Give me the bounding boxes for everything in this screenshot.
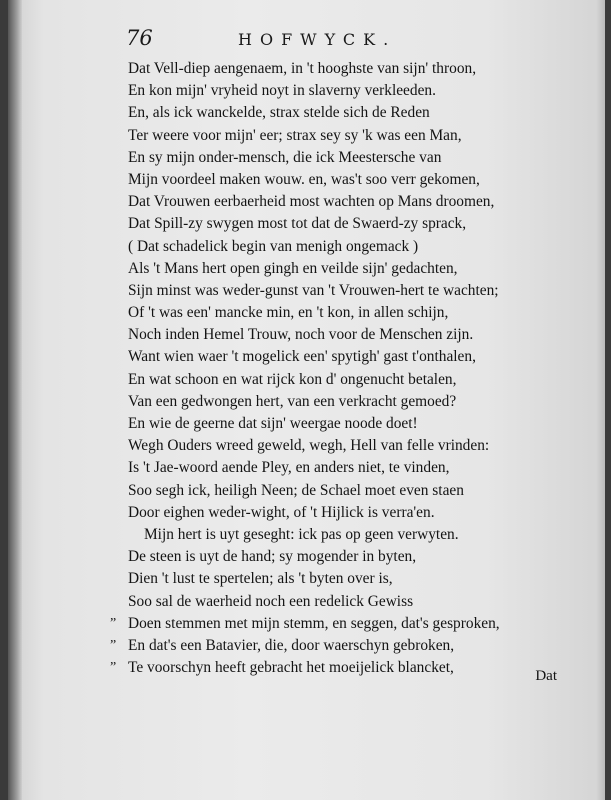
poem-line: [128, 213, 568, 235]
poem-line: [128, 191, 568, 213]
page-edge: [597, 0, 605, 800]
poem-line-text: De steen is uyt de hand; sy mogender in byten,: [128, 548, 417, 566]
poem-line: [128, 346, 568, 368]
poem-line: [128, 169, 568, 191]
quotation-mark: ”: [110, 637, 117, 653]
poem-line: [128, 324, 568, 346]
poem-line: [128, 302, 568, 324]
poem-line-text: Ter weere voor mijn' eer; strax sey sy 'k was een Man,: [128, 126, 462, 144]
poem-line-text: En wie de geerne dat sijn' weergae noode doet!: [128, 415, 418, 432]
book-page: [8, 0, 605, 800]
poem-line-text: Als 't Mans hert open gingh en veilde sijn' gedachten,: [128, 259, 458, 277]
poem-line-text: Noch inden Hemel Trouw, noch voor de Menschen zijn.: [128, 326, 474, 344]
poem-line-text: Mijn voordeel maken wouw. en, was't soo verr gekomen,: [128, 170, 480, 188]
poem-line-text: Door eighen weder-wight, of 't Hijlick is verra'en.: [128, 503, 435, 521]
poem-line-text: Van een gedwongen hert, van een verkracht gemoed?: [128, 392, 457, 410]
poem-line-text: En kon mijn' vryheid noyt in slaverny verkleeden.: [128, 82, 436, 100]
poem-text: [110, 58, 568, 679]
catchword: Dat: [535, 668, 557, 684]
poem-line: [128, 502, 568, 524]
poem-line-text: En dat's een Batavier, die, door waerschyn gebroken,: [128, 636, 455, 654]
poem-line: [128, 435, 568, 457]
poem-line: [128, 258, 568, 280]
poem-line-text: Soo segh ick, heiligh Neen; de Schael moet even staen: [128, 481, 464, 499]
page-gutter: [8, 0, 22, 800]
quotation-mark: ”: [110, 615, 117, 631]
poem-line-text: Want wien waer 't mogelick een' spytigh' gast t'onthalen,: [128, 348, 476, 366]
poem-line-text: Soo sal de waerheid noch een redelick Gewiss: [128, 592, 414, 610]
poem-line-text: Te voorschyn heeft gebracht het moeijelick blancket,: [128, 659, 454, 677]
poem-line-text: Wegh Ouders wreed geweld, wegh, Hell van felle vrinden:: [128, 437, 490, 455]
poem-line-text: En wat schoon en wat rijck kon d' ongenucht betalen,: [128, 370, 457, 388]
poem-line: [128, 413, 568, 435]
poem-line: [128, 102, 568, 124]
poem-line: [128, 147, 568, 169]
poem-line: [128, 457, 568, 479]
page-header: [126, 26, 506, 56]
poem-line-text: Is 't Jae-woord aende Pley, en anders niet, te vinden,: [128, 459, 450, 477]
poem-line-text: En sy mijn onder-mensch, die ick Meestersche van: [128, 148, 442, 166]
poem-line: [128, 480, 568, 502]
poem-line: [110, 613, 568, 635]
poem-line: [110, 635, 568, 657]
poem-line: [128, 236, 568, 258]
poem-line: [128, 58, 568, 80]
poem-line-text: Dien 't lust te spertelen; als 't byten over is,: [128, 570, 393, 588]
poem-line-text: Dat Spill-zy swygen most tot dat de Swaerd-zy sprack,: [128, 215, 467, 233]
poem-line-text: Sijn minst was weder-gunst van 't Vrouwen-hert te wachten;: [128, 281, 499, 299]
poem-line-text: Of 't was een' mancke min, en 't kon, in allen schijn,: [128, 304, 449, 322]
poem-line: [128, 546, 568, 568]
poem-line: [128, 80, 568, 102]
poem-line-text: ( Dat schadelick begin van menigh ongemack ): [128, 237, 419, 255]
page-number: 76: [126, 26, 153, 50]
poem-line-text: Doen stemmen met mijn stemm, en seggen, dat's gesproken,: [128, 614, 500, 632]
poem-line: [128, 591, 568, 613]
poem-line: [128, 391, 568, 413]
poem-line-text: Dat Vell-diep aengenaem, in 't hooghste van sijn' throon,: [128, 60, 477, 77]
poem-line-text: En, als ick wanckelde, strax stelde sich de Reden: [128, 104, 430, 122]
poem-line: [110, 657, 568, 679]
poem-line: [128, 568, 568, 590]
poem-line: [128, 524, 568, 546]
poem-line-text: Dat Vrouwen eerbaerheid most wachten op Mans droomen,: [128, 193, 495, 211]
poem-line: [128, 125, 568, 147]
quotation-mark: ”: [110, 660, 117, 676]
poem-line: [128, 369, 568, 391]
running-title: HOFWYCK.: [238, 30, 397, 49]
poem-line: [128, 280, 568, 302]
poem-line-text: Mijn hert is uyt geseght: ick pas op geen verwyten.: [144, 525, 459, 543]
